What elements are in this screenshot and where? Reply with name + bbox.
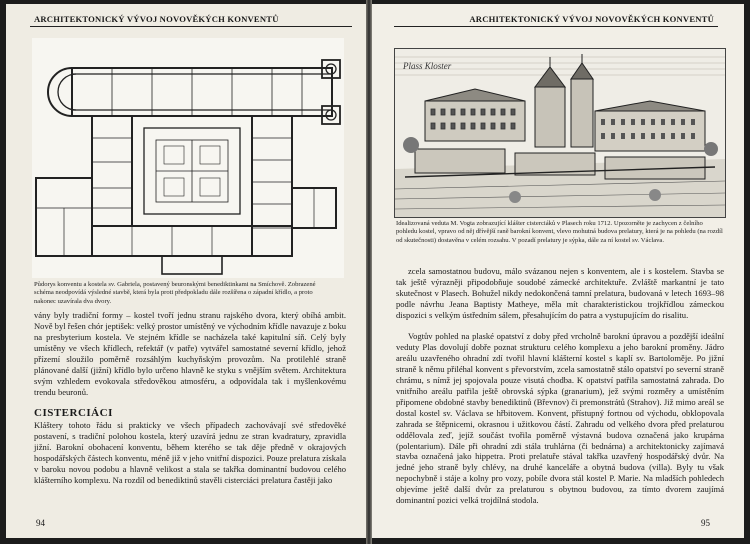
plasy-monastery-engraving — [394, 48, 726, 218]
floor-plan-drawing — [32, 38, 344, 278]
floor-plan-caption: Půdorys konventu a kostela sv. Gabriela, postavený beuronskými benediktinkami na Smíchově. Zobrazené schéma neodpovídá výsledné stavbě, která byla proti předpokladu dále rozšířena o západní křídlo, a proto nakonec uzavírala dva dvory. — [34, 281, 316, 305]
left-page-number: 94 — [36, 518, 45, 528]
section-heading-cistercians: CISTERCIÁCI — [34, 407, 113, 419]
right-running-head: ARCHITEKTONICKÝ VÝVOJ NOVOVĚKÝCH KONVENTŮ — [469, 14, 714, 24]
right-page — [372, 4, 744, 538]
engraving-caption: Idealizovaná veduta M. Vogta zobrazující klášter cisterciáků v Plasech roku 1712. Upozorněte je zachycen z čelního pohledu kostel, vpravo od něj dřívější raně barokní konvent, vlevo mohutná budova prelatury, která je na pohledu (na rozdíl od skutečnosti) dostavěna v celém rozsahu. V pozadí prelatury je sýpka, dále za ní kostel sv. Václava. — [396, 220, 723, 244]
right-header-rule — [394, 26, 718, 27]
right-page-number: 95 — [701, 518, 710, 528]
engraving-drawing — [395, 49, 725, 217]
left-running-head: ARCHITEKTONICKÝ VÝVOJ NOVOVĚKÝCH KONVENTŮ — [34, 14, 279, 24]
left-body-paragraph-2: Kláštery tohoto řádu si prakticky ve všech případech zachovávají své středověké postavení, s tradiční polohou kostela, který uzavírá jednu ze stran kvadratury, zpravidla jižní. Barokní obohacení konventu, během kterého se tak děje předně v okrajových hospodářských částech konventu, méně již v jeho vnitřní dispozici. Pouze prelatura získala v baroku novou podobu a hlavně velikost a stala se takřka dominantní budovou celého klášterního komplexu. Na rozdíl od benediktinů stavěli cisterciáci prelatura častěji jako — [34, 420, 346, 485]
right-body-paragraph-1: zcela samostatnou budovu, málo svázanou nejen s konventem, ale i s kostelem. Stavba se tak ještě výrazněji připodobňuje soudobé zámecké architektuře. Zvláště markantní je tato skutečnost v Plasech. Bohužel nikdy nedokončená tamní prelatura, budovaná v letech 1693–98 podle návrhu Jeana Baptisty Matheye, měla mít charakteristickou trojkřídlou zámeckou dispozici s velkým ústředním sálem, přesahujícím do patra a vystupujícím do risalitu. — [396, 266, 724, 320]
left-body-paragraph-1: vány byly tradiční formy – kostel tvoří jednu stranu rajského dvora, který obíhá ambit. Nově byl řešen chór jeptišek: velký prostor umístěný ve východním křídle navazuje z boku na presbyterium kostela. Ve stejném křídle se nacházela také kapitulní síň. Celý byly umístěny ve všech křídlech, refektář (v patře) vytvářel samostatné severní křídlo, jehož přízemí sloužilo poměrně rozsáhlým kuchyňským provozům. Na protilehlé straně plánované další (jižní) křídlo bylo určeno hlavně ke styku s vnějším světem. Architektura svým vzhledem evokovala středověkou atmosféru, a odpovídala tak i myšlenkovému trendu beuronů. — [34, 310, 346, 397]
engraving-title: Plass Kloster — [403, 61, 452, 71]
right-body-paragraph-2: Vogtův pohled na plaské opatství z doby před vrcholně barokní úpravou a pozdější ideální veduty Plas dovolují dobře poznat strukturu celého komplexu a jeho barokní proměny. Jádro areálu uzavřeného ohradní zdí tvořil hlavní klášterní kostel s kaplí sv. Bartoloměje. Po jižní straně k němu přiléhal konvent s převorstvím, zcela samostatně stálo opatství po severní straně chrámu, s nímž jej spojovala pouze visutá chodba. K opatství patřila samostatná zahrada. Do vnitřního areálu patřila ještě obrovská sýpka (granarium), jež svými rozměry a umístěním připomene obdobné stavby benediktinů (Břevnov) či premonstrátů (Strahov). Již mimo areál se dostal kostel sv. Václava se hřbitovem. Konvent, přístupný fortnou od východu, obklopovala zahrada se štěpnicemi, okrasnou i užitkovou částí. Zahradu od velkého dvora před prelaturou oddělovala zeď, jejíž součást tvořila poměrně výstavná budova označená jako krupárna (polentarium). Dále při ohradní zdi stála truhlárna (či bednárna) a architektonicky zajímavá stavba označená jako hippetra. Proti prelatuře stával takřka uzavřený hospodářský dvůr. Na jedné jeho straně byly chlévy, na druhé kanceláře a obytná budova (villa). Byly tu však nepochybně i stáje a kolny pro vozy, pobíle dvora stál kostel P. Marie. Na mladších pohledech objevíme ještě další dvůr za prelaturou s obytnou budovou, za tímto dvorem zaujímá dominantní pozici velká trojdílná stodola. — [396, 331, 724, 506]
convent-floor-plan — [32, 38, 344, 278]
left-header-rule — [30, 26, 352, 27]
left-page — [6, 4, 366, 538]
